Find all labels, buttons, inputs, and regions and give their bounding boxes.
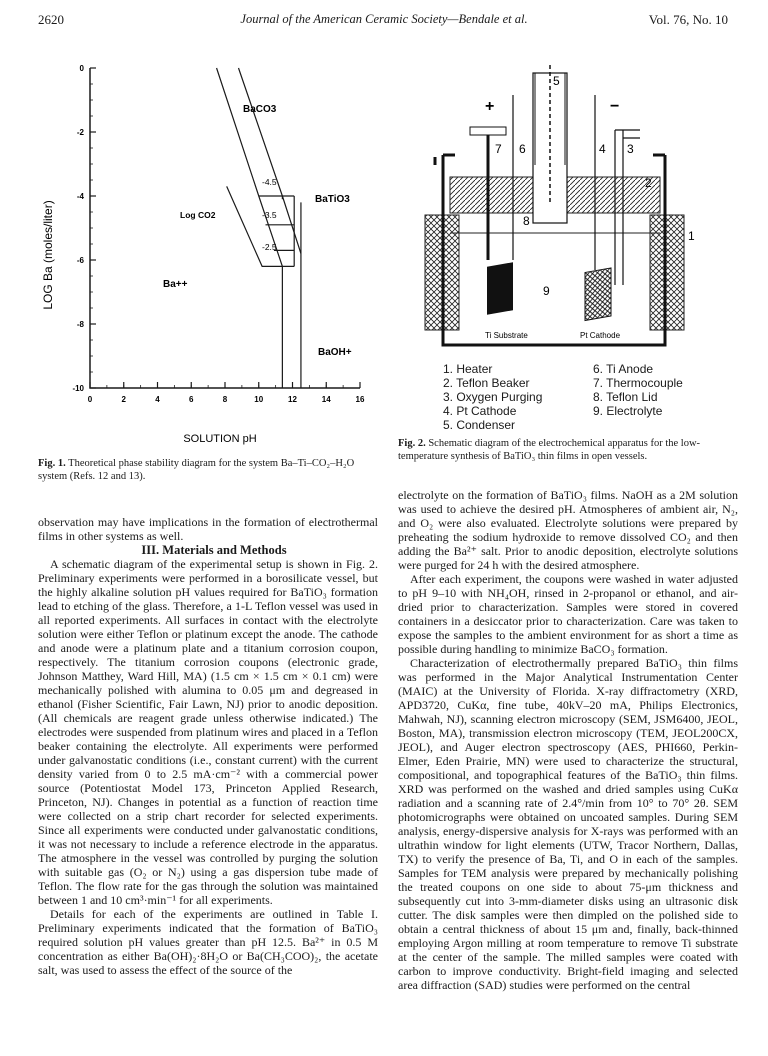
label-8: 8 (523, 214, 530, 228)
y-axis-label: LOG Ba (moles/liter) (41, 200, 55, 310)
axes (90, 68, 360, 388)
y-tick-label: -10 (72, 384, 84, 393)
x-tick-label: 10 (254, 395, 264, 404)
page-number: 2620 (38, 12, 64, 27)
figure-2-caption (398, 438, 738, 463)
label-9: 9 (543, 284, 550, 298)
x-tick-label: 12 (288, 395, 297, 404)
y-tick-label: 0 (79, 64, 84, 73)
x-tick-label: 0 (87, 395, 93, 404)
y-tick-label: -6 (76, 256, 84, 265)
label-plus: + (485, 98, 495, 115)
figure-2 (395, 55, 740, 355)
phase-boundary-line (239, 68, 301, 254)
phase-boundary-line (227, 186, 295, 266)
volume-issue: Vol. 76, No. 10 (648, 12, 728, 27)
paragraph: Characterization of electrothermally prepared BaTiO₃ thin films was performed in the Major Analytical Instrumentation Center (MAIC) at the University of Florida. X-ray diffractometry (XRD, APD3720, CuKα, fine tube, 40kV–20 mA, Philips Electronics, Mahwah, NJ), scanning electron microscopy (SEM, JSM6400, JEOL, Boston, MA), transmission electron microscopy (TEM, JEOL200CX, JEOL), and Auger electron spectroscopy (AES, PHI660, Perkin-Elmer, Eden Prairie, MN) were used to characterize the structural, compositional, and topographical features of the BaTiO₃ thin films. XRD was performed on the washed and dried samples using CuKα radiation and a scanning rate of 2.4°/min from 10° to 70° 2θ. SEM photomicrographs were obtained on uncoated samples. During SEM analysis, energy-dispersive analysis for X-rays was performed with an ultrathin window for light elements (UTW, Tracor Northern, Dallas, TX) to verify the presence of Ba, Ti, and O in each of the samples. Samples for TEM analysis were prepared by mechanically polishing the treated coupons on one side to about 75-μm thickness and subsequently cut into 3-mm-diameter disks using an ultrasonic disk cutter. The disk samples were then dimpled on the polished side to obtain a central thickness of about 15 μm and, finally, back-thinned employing Argon milling at room temperature to remove Ti substrate at the center of the sample. The milled samples were coated with carbon to improve conductivity. Bright-field imaging and selected area diffraction (SAD) studies were performed on the central (398, 656, 738, 992)
phase-boundary-line (217, 68, 283, 388)
journal-title: Journal of the American Ceramic Society—Bendale et al. (240, 12, 528, 26)
paragraph: After each experiment, the coupons were washed in water adjusted to pH 9–10 with NH₄OH, rinsed in 2-propanol or ethanol, and air-dried prior to characterization. Samples were stored in covered containers in a desiccator prior to characterization. Care was taken to expose the samples to the ambient environment for as short a time as possible during handling to minimize BaCO₃ formation. (398, 572, 738, 656)
label-3: 3 (627, 142, 634, 156)
paragraph: electrolyte on the formation of BaTiO₃ films. NaOH as a 2M solution was used to achieve the desired pH. Atmospheres of ambient air, N₂, and O₂ were also evaluated. Electrolyte solutions were prepared by preheating the sodium hydroxide to remove dissolved CO₂ and then adding the Ba²⁺ salt. Prior to anodic deposition, electrolyte solutions were purged for 24 h with the desired atmosphere. (398, 488, 738, 572)
x-tick-label: 2 (121, 395, 126, 404)
x-tick-label: 14 (321, 395, 331, 404)
y-tick-label: -2 (76, 128, 84, 137)
section-heading: III. Materials and Methods (141, 543, 287, 557)
label-5: 5 (553, 74, 560, 88)
figure-1-caption-label: Fig. 1. (38, 458, 66, 469)
label-6: 6 (519, 142, 526, 156)
label-ti-substrate: Ti Substrate (485, 331, 528, 340)
legend-item-condenser: 5. Condenser (443, 418, 516, 432)
figure-2-caption-text: Schematic diagram of the electrochemical apparatus for the low-temperature synthesis of BaTiO₃ thin films in open vessels. (398, 438, 701, 462)
legend-item-teflon-beaker: 2. Teflon Beaker (443, 376, 530, 390)
heater-right (650, 215, 684, 330)
contour-label-2-5: -2.5 (262, 242, 277, 252)
figure-1-caption-text: Theoretical phase stability diagram for the system Ba–Ti–CO₂–H₂O system (Refs. 12 and 13). (38, 458, 355, 482)
x-tick-label: 8 (222, 395, 228, 404)
label-pt-cathode: Pt Cathode (580, 331, 621, 340)
y-tick-label: -8 (76, 320, 84, 329)
legend-item-oxygen-purging: 3. Oxygen Purging (443, 390, 543, 404)
x-tick-label: 4 (155, 395, 160, 404)
label-2: 2 (645, 176, 652, 190)
pt-cathode (585, 268, 611, 321)
region-label-baco3: BaCO3 (243, 104, 277, 115)
x-axis-label: SOLUTION pH (183, 433, 257, 445)
legend-item-ti-anode: 6. Ti Anode (593, 362, 654, 376)
phase-diagram-chart (30, 50, 380, 450)
thermocouple (470, 127, 506, 135)
paragraph: A schematic diagram of the experimental setup is shown in Fig. 2. Preliminary experiments were performed in a borosilicate vessel, but the highly alkaline solution pH values required for BaTiO₃ formation lead to etching of the glass. Therefore, a 1-L Teflon vessel was used in all reported experiments. All surfaces in contact with the electrolyte solution were either Teflon or platinum except the anode. The cathode and anode were a platinum plate and a titanium corrosion coupon, respectively. The titanium corrosion coupons (electronic grade, Johnson Matthey, Ward Hill, MA) (1.5 cm × 1.5 cm × 0.1 cm) were mechanically polished with alumina to 0.05 μm and degreased in ethanol (Fisher Scientific, Fair Lawn, NJ) prior to anodic deposition. (All chemicals are reagent grade unless otherwise indicated.) The electrodes were suspended from platinum wires and placed in a Teflon beaker containing the electrolyte. All experiments were performed under galvanostatic conditions (i.e., constant current) with the current density varied from 0 to 2.5 mA·cm⁻² with a commercial power source (Potentiostat Model 173, Princeton Applied Research, Princeton, NJ). Changes in potential as a function of reaction time were collected on a strip chart recorder for selected experiments. Since all experiments were conducted under galvanostatic conditions, it was not necessary to include a reference electrode in the apparatus. The atmosphere in the vessel was controlled by purging the solution with suitable gas (O₂ or N₂) using a gas dispersion tube made of Teflon. The flow rate for the gas through the solution was maintained between 1 and 10 cm³·min⁻¹ for all experiments. (38, 557, 378, 907)
legend-item-teflon-lid: 8. Teflon Lid (593, 390, 658, 404)
region-label-log-co2: Log CO2 (180, 210, 216, 220)
contour-label-3-5: -3.5 (262, 210, 277, 220)
y-tick-label: -4 (76, 192, 84, 201)
label-7: 7 (495, 142, 502, 156)
region-label-batio3: BaTiO3 (315, 194, 350, 205)
paragraph: Details for each of the experiments are outlined in Table I. Preliminary experiments indicated that the formation of BaTiO₃ required solution pH values greater than pH 12.5. Ba²⁺ in 0.5 M concentration as either Ba(OH)₂·8H₂O or Ba(CH₃COO)₂, the acetate salt, was used to assess the effect of the source of the (38, 907, 378, 977)
ti-anode (487, 262, 513, 315)
label-minus: − (610, 98, 620, 115)
contour-label-4-5: -4.5 (262, 177, 277, 187)
legend-item-thermocouple: 7. Thermocouple (593, 376, 683, 390)
x-tick-label: 16 (355, 395, 365, 404)
figure-2-caption-label: Fig. 2. (398, 438, 426, 449)
legend-item-pt-cathode: 4. Pt Cathode (443, 404, 517, 418)
legend-item-electrolyte: 9. Electrolyte (593, 404, 663, 418)
region-label-ba-plus: Ba++ (163, 279, 188, 290)
apparatus-schematic (395, 55, 740, 355)
paragraph: observation may have implications in the formation of electrothermal films in other systems as well. (38, 515, 378, 543)
region-label-baoh-plus: BaOH+ (318, 347, 352, 358)
label-1: 1 (688, 229, 695, 243)
right-column (398, 488, 738, 1048)
figure-1-caption (38, 458, 378, 483)
legend-item-heater: 1. Heater (443, 362, 493, 376)
left-column (38, 515, 378, 1050)
x-tick-label: 6 (189, 395, 194, 404)
figure-1 (30, 50, 380, 450)
label-4: 4 (599, 142, 606, 156)
